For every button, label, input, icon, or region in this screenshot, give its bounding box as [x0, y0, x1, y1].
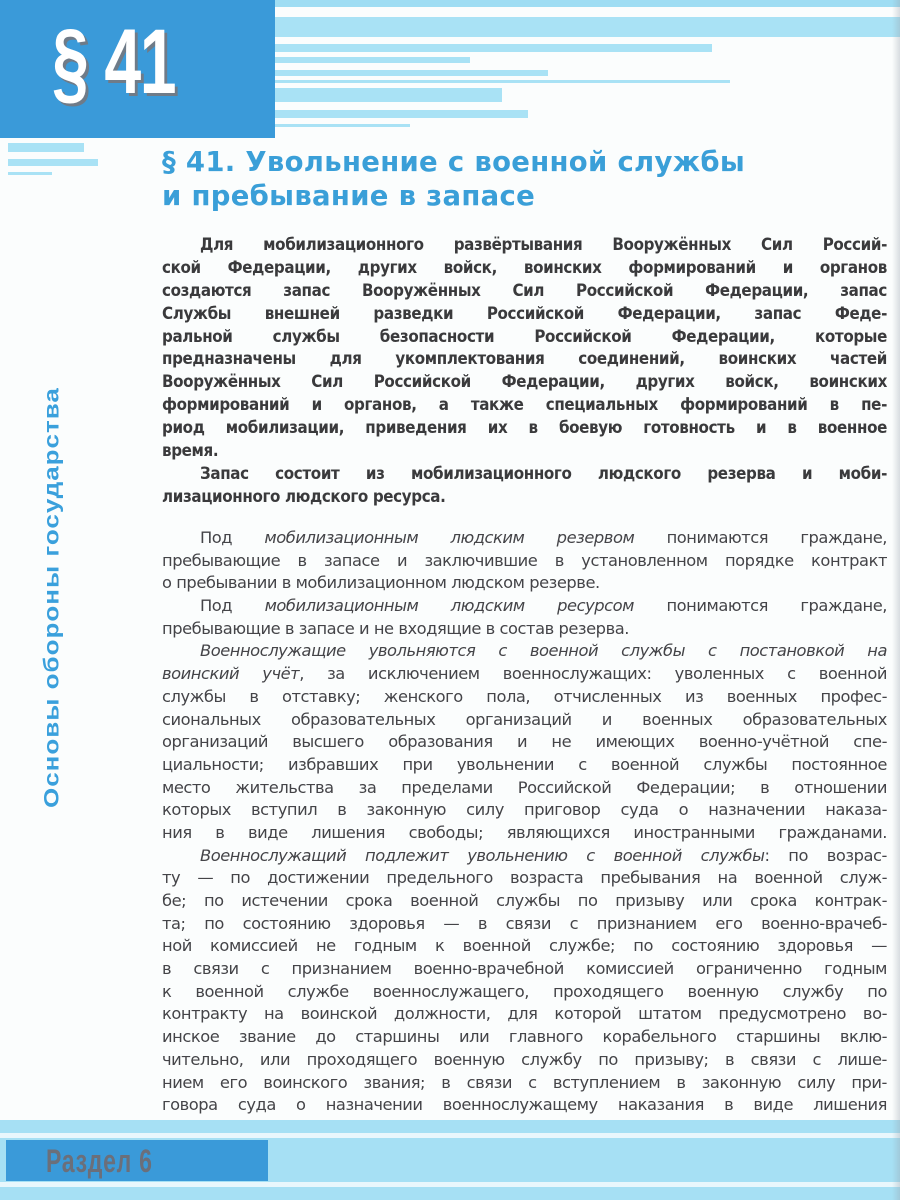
text-line: контракту на воинской должности, для которой штатом предусмотрено во-: [162, 1004, 887, 1024]
text-line: риод мобилизации, приведения их в боевую готовность и в военное: [162, 417, 887, 438]
paragraph-number: § 41: [52, 11, 176, 113]
text-line: о пребывании в мобилизационном людском резерве.: [162, 573, 600, 593]
text-line: [162, 663, 887, 686]
text-run: понимаются граждане,: [634, 528, 887, 547]
text-line: создаются запас Вооружённых Сил Российской Федерации, запас: [162, 279, 887, 300]
text-line: инское звание до старшины или главного корабельного старшины вклю-: [162, 1027, 887, 1047]
text-line: Для мобилизационного развёртывания Вооружённых Сил Россий-: [200, 234, 887, 254]
intro-text: [162, 233, 887, 508]
text-line: службы в отставку; женского пола, отчисленных из военных профес-: [162, 686, 887, 706]
page-edge-shadow: [892, 0, 900, 1200]
text-line: предназначены для укомплектования соединений, воинских частей: [162, 348, 887, 369]
text-line: чительно, или проходящего военную службу по призыву; в связи с лише-: [162, 1049, 887, 1069]
text-line: лизационного людского ресурса.: [162, 485, 446, 506]
chapter-side-label-text: Основы обороны государства: [39, 387, 64, 808]
text-line: Службы внешней разведки Российской Федерации, запас Феде-: [162, 302, 887, 323]
text-line: пребывающие в запасе и не входящие в состав резерва.: [162, 618, 629, 638]
text-line: нием его воинского звания; в связи с вступлением в законную силу при-: [162, 1072, 887, 1092]
definition-resource-line: [162, 595, 887, 618]
term-resource: мобилизационным людским ресурсом: [264, 596, 634, 616]
text-line: время.: [162, 440, 219, 461]
section-title: [162, 145, 862, 213]
term-military-registration: воинский учёт: [162, 664, 300, 684]
term-reserve: мобилизационным людским резервом: [264, 528, 635, 547]
text-line: к военной службе военнослужащего, проходящего военную службу по: [162, 981, 887, 1001]
text-line: говора суда о назначении военнослужащему наказания в виде лишения: [162, 1095, 887, 1115]
text-line: циальности; избравших при увольнении с военной службы постоянное: [162, 754, 887, 774]
paragraph-badge: [0, 0, 275, 138]
footer-band: [0, 1120, 900, 1200]
text-run: Под: [200, 596, 265, 616]
definition-reserve-line: [162, 527, 887, 550]
section-label: Раздел 6: [46, 1143, 153, 1179]
text-line: ной комиссией не годным к военной службе; по состоянию здоровья —: [162, 936, 887, 956]
title-line-2: и пребывание в запасе: [162, 180, 536, 212]
text-line: в связи с признанием военно-врачебной комиссией ограниченно годным: [162, 959, 887, 979]
chapter-side-label: [36, 387, 67, 808]
text-run: понимаются граждане,: [634, 596, 887, 616]
text-line: ральной службы безопасности Российской Федерации, которые: [162, 325, 887, 346]
text-line: место жительства за пределами Российской Федерации; в отношении: [162, 777, 887, 797]
text-line: организаций высшего образования и не имеющих военно-учётной спе-: [162, 732, 887, 752]
text-run: : по возрас-: [764, 845, 887, 865]
title-line-1: § 41. Увольнение с военной службы: [162, 146, 746, 178]
text-run: , за исключением военнослужащих: уволенных с военной: [299, 664, 887, 684]
term-dismissal: Военнослужащий подлежит увольнению с военной службы: [200, 845, 765, 865]
footer-divider: [0, 1182, 900, 1187]
section-tab: [6, 1140, 268, 1181]
text-line: ской Федерации, других войск, воинских формирований и органов: [162, 256, 887, 277]
body-text: [162, 527, 887, 1117]
text-line: Вооружённых Сил Российской Федерации, других войск, воинских: [162, 371, 887, 392]
text-line: ния в виде лишения свободы; являющихся иностранными гражданами.: [162, 822, 887, 842]
footer-divider: [0, 1133, 900, 1138]
text-run: Под: [200, 528, 265, 547]
text-line: Запас состоит из мобилизационного людского резерва и моби-: [200, 462, 887, 483]
text-line: формирований и органов, а также специальных формирований в пе-: [162, 394, 887, 415]
text-line: та; по состоянию здоровья — в связи с признанием его военно-врачеб-: [162, 913, 887, 933]
text-line: [162, 845, 887, 868]
text-line: бе; по истечении срока военной службы по призыву или срока контрак-: [162, 891, 887, 910]
text-line: сиональных образовательных организаций и военных образовательных: [162, 709, 887, 729]
text-line: ту — по достижении предельного возраста пребывания на военной служ-: [162, 868, 887, 888]
text-line: Военнослужащие увольняются с военной службы с постановкой на: [200, 641, 887, 661]
text-line: пребывающие в запасе и заключившие в установленном порядке контракт: [162, 550, 887, 570]
text-line: которых вступил в законную силу приговор суда о назначении наказа-: [162, 800, 887, 820]
